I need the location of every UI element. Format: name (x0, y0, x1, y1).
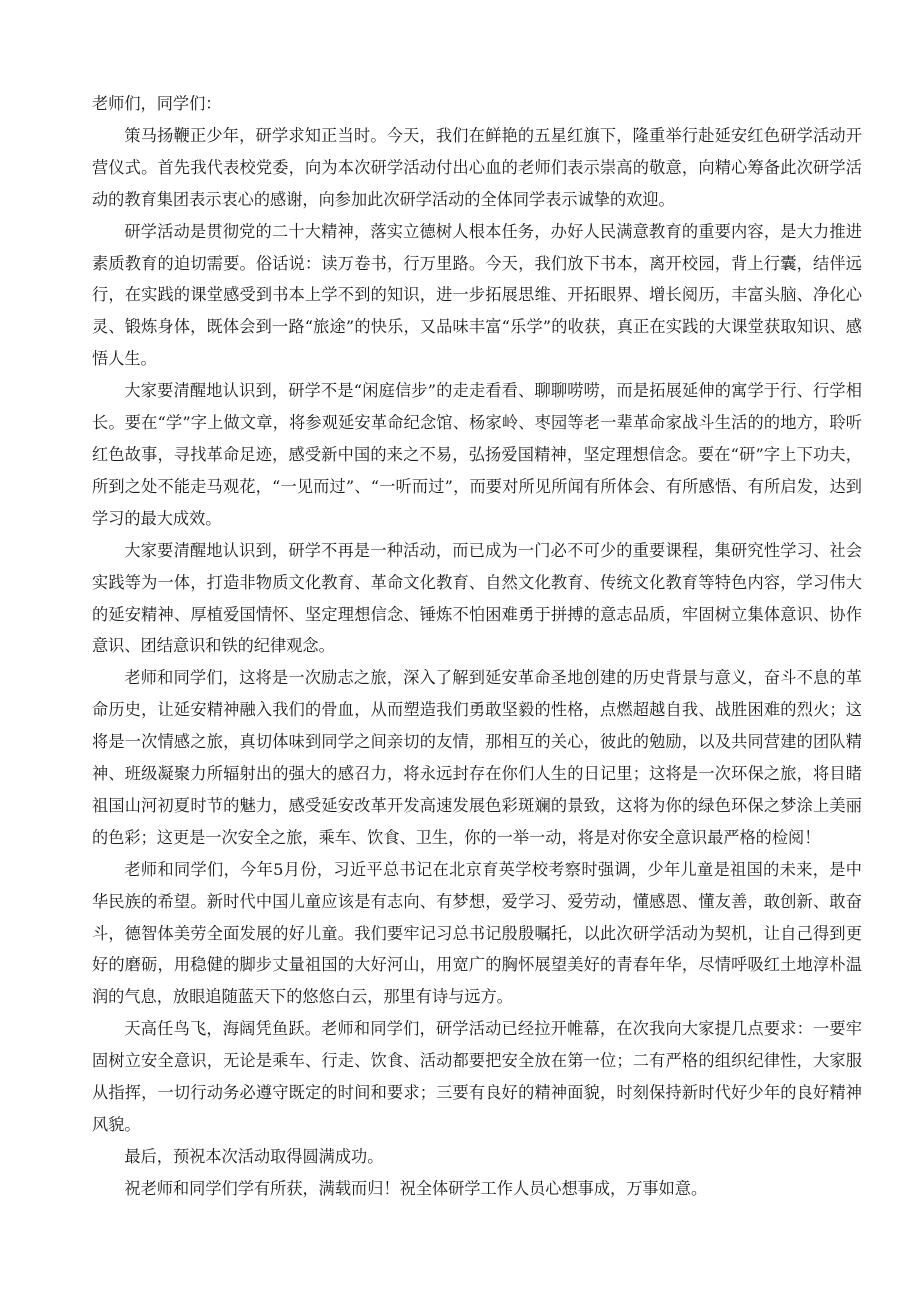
salutation: 老师们，同学们： (92, 94, 222, 113)
paragraph-course: 大家要清醒地认识到，研学不再是一种活动，而已成为一门必不可少的重要课程，集研究性学习、社会实践等为一体，打造非物质文化教育、革命文化教育、自然文化教育、传统文化教育等特色内容，学习伟大的延安精神、厚植爱国情怀、坚定理想信念、锤炼不怕困难勇于拼搏的意志品质，牢固树立集体意识、协作意识、团结意识和铁的纪律观念。 (92, 540, 862, 656)
paragraph-requirements: 天高任鸟飞，海阔凭鱼跃。老师和同学们，研学活动已经拉开帷幕，在次我向大家提几点要求：一要牢固树立安全意识，无论是乘车、行走、饮食、活动都要把安全放在第一位；二有严格的组织纪律性，大家服从指挥，一切行动务必遵守既定的时间和要求；三要有良好的精神面貌，时刻保持新时代好少年的良好精神风貌。 (92, 1019, 862, 1134)
speech-document (92, 88, 862, 1205)
paragraph-study-travel: 大家要清醒地认识到，研学不是“闲庭信步”的走走看看、聊聊唠唠，而是拓展延伸的寓学于行、行学相长。要在“学”字上做文章，将参观延安革命纪念馆、杨家岭、枣园等老一辈革命家战斗生活的的地方，聆听红色故事，寻找革命足迹，感受新中国的来之不易，弘扬爱国精神，坚定理想信念。要在“研”字上下功夫，所到之处不能走马观花，“一见而过”、“一听而过”，而要对所见所闻有所体会、有所感悟、有所启发，达到学习的最大成效。 (92, 381, 862, 528)
paragraph-wish-success: 最后，预祝本次活动取得圆满成功。 (124, 1146, 384, 1166)
paragraph-significance: 研学活动是贯彻党的二十大精神，落实立德树人根本任务，办好人民满意教育的重要内容，是大力推进素质教育的迫切需要。俗话说：读万卷书，行万里路。今天，我们放下书本，离开校园，背上行囊，结伴远行，在实践的课堂感受到书本上学不到的知识，进一步拓展思维、开拓眼界、增长阅历，丰富头脑、净化心灵、锻炼身体，既体会到一路“旅途”的快乐，又品味丰富“乐学”的收获，真正在实践的大课堂获取知识、感悟人生。 (92, 221, 862, 369)
paragraph-journeys: 老师和同学们，这将是一次励志之旅，深入了解到延安革命圣地创建的历史背景与意义，奋斗不息的革命历史，让延安精神融入我们的骨血，从而塑造我们勇敢坚毅的性格，点燃超越自我、战胜困难的烈火；这将是一次情感之旅，真切体味到同学之间亲切的友情，那相互的关心，彼此的勉励，以及共同营建的团队精神、班级凝聚力所辐射出的强大的感召力，将永远封存在你们人生的日记里；这将是一次环保之旅，将目睹祖国山河初夏时节的魅力，感受延安改革开发高速发展色彩斑斓的景致，这将为你的绿色环保之梦涂上美丽的色彩；这更是一次安全之旅，乘车、饮食、卫生，你的一举一动，将是对你安全意识最严格的检阅！ (92, 668, 862, 847)
paragraph-instructions-quote: 老师和同学们，今年5月份，习近平总书记在北京育英学校考察时强调，少年儿童是祖国的未来，是中华民族的希望。新时代中国儿童应该是有志向、有梦想，爱学习、爱劳动，懂感恩、懂友善，敢创新、敢奋斗，德智体美劳全面发展的好儿童。我们要牢记习总书记殷殷嘱托，以此次研学活动为契机，让自己得到更好的磨砺，用稳健的脚步丈量祖国的大好河山，用宽广的胸怀展望美好的青春年华，尽情呼吸红土地淳朴温润的气息，放眼追随蓝天下的悠悠白云，那里有诗与远方。 (92, 859, 862, 1007)
paragraph-closing: 祝老师和同学们学有所获，满载而归！祝全体研学工作人员心想事成，万事如意。 (124, 1178, 708, 1198)
paragraph-opening: 策马扬鞭正少年，研学求知正当时。今天，我们在鲜艳的五星红旗下，隆重举行赴延安红色研学活动开营仪式。首先我代表校党委，向为本次研学活动付出心血的老师们表示崇高的敬意，向精心筹备此次研学活动的教育集团表示衷心的感谢，向参加此次研学活动的全体同学表示诚挚的欢迎。 (92, 125, 862, 209)
